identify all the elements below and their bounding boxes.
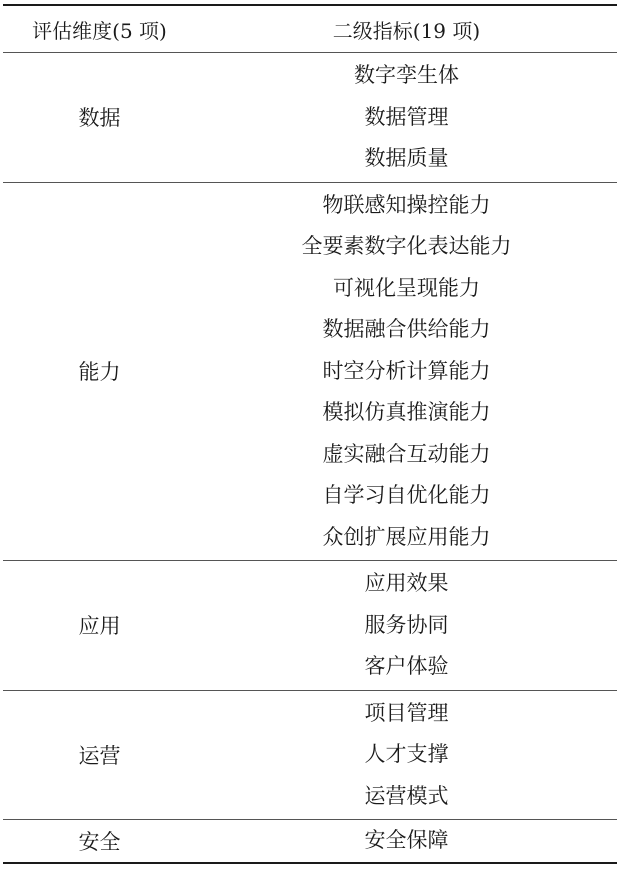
indicator-table: [3, 4, 617, 864]
indicator-cell: 数据融合供给能力: [322, 317, 491, 341]
table-header: [3, 6, 617, 52]
group-application: [3, 561, 617, 690]
indicator-cell: 可视化呈现能力: [333, 275, 480, 300]
indicator-cell: 客户体验: [364, 654, 449, 678]
dimension-cell: 应用: [78, 614, 121, 639]
bottom-rule: [3, 862, 617, 864]
dimension-cell: 数据: [78, 106, 121, 131]
indicator-cell: 安全保障: [364, 828, 449, 852]
indicator-cell: 服务协同: [364, 612, 449, 637]
dimension-cell: 安全: [78, 829, 121, 854]
group-capability: [3, 183, 617, 561]
header-indicator: 二级指标(19 项): [332, 18, 481, 43]
indicator-cell: 数字孪生体: [354, 63, 459, 87]
indicator-list: [196, 55, 617, 180]
indicator-cell: 应用效果: [364, 571, 449, 595]
indicator-cell: 全要素数字化表达能力: [301, 234, 512, 258]
indicator-cell: 模拟仿真推演能力: [322, 400, 491, 424]
indicator-cell: 物联感知操控能力: [322, 192, 491, 217]
indicator-list: [196, 185, 617, 559]
indicator-cell: 自学习自优化能力: [322, 483, 491, 507]
indicator-list: [196, 563, 617, 688]
indicator-cell: 数据管理: [364, 104, 449, 129]
indicator-cell: 人才支撑: [364, 742, 449, 766]
indicator-cell: 数据质量: [364, 146, 449, 170]
indicator-cell: 时空分析计算能力: [322, 358, 491, 383]
group-security: [3, 820, 617, 862]
indicator-cell: 运营模式: [364, 783, 449, 808]
header-dimension: 评估维度(5 项): [32, 18, 167, 43]
group-data: [3, 53, 617, 182]
dimension-cell: 运营: [78, 743, 121, 768]
indicator-cell: 项目管理: [364, 700, 449, 725]
indicator-cell: 虚实融合互动能力: [322, 441, 491, 466]
indicator-cell: 众创扩展应用能力: [322, 524, 491, 549]
dimension-cell: 能力: [78, 360, 121, 385]
indicator-list: [196, 820, 617, 862]
group-operation: [3, 691, 617, 820]
indicator-list: [196, 693, 617, 818]
